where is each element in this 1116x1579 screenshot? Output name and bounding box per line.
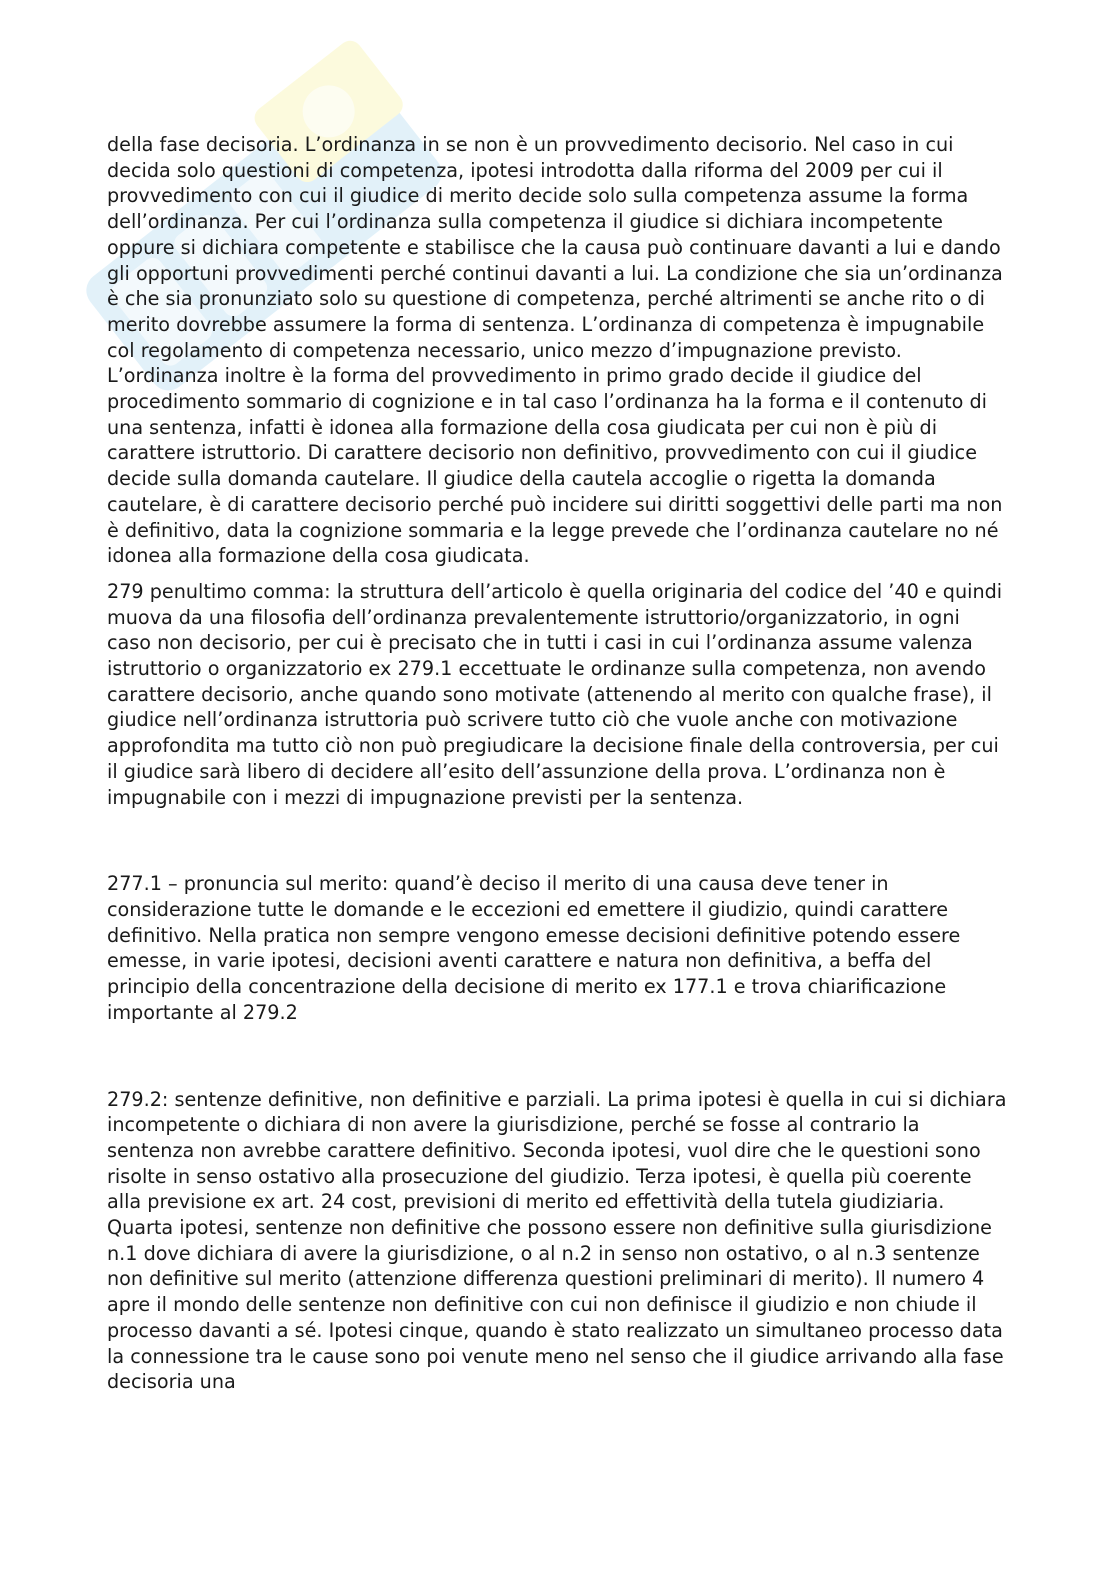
document-body <box>107 132 1007 1405</box>
paragraph-277-1: 277.1 – pronuncia sul merito: quand’è deciso il merito di una causa deve tener in considerazione tutte le domande e le eccezioni ed emettere il giudizio, quindi carattere definitivo. Nella pratica non sempre vengono emesse decisioni definitive potendo essere emesse, in varie ipotesi, decisioni aventi carattere e natura non definitiva, a beffa del principio della concentrazione della decisione di merito ex 177.1 e trova chiarificazione importante al 279.2 <box>107 872 961 1024</box>
paragraph-gap <box>107 820 1007 871</box>
paragraph-279-2: 279.2: sentenze definitive, non definitive e parziali. La prima ipotesi è quella in cui si dichiara incompetente o dichiara di non avere la giurisdizione, perché se fosse al contrario la sentenza non avrebbe carattere definitivo. Seconda ipotesi, vuol dire che le questioni sono risolte in senso ostativo alla prosecuzione del giudizio. Terza ipotesi, è quella più coerente alla previsione ex art. 24 cost, previsioni di merito ed effettività della tutela giudiziaria. Quarta ipotesi, sentenze non definitive che possono essere non definitive sulla giurisdizione n.1 dove dichiara di avere la giurisdizione, o al n.2 in senso non ostativo, o al n.3 sentenze non definitive sul merito (attenzione differenza questioni preliminari di merito). Il numero 4 apre il mondo delle sentenze non definitive con cui non definisce il giudizio e non chiude il processo davanti a sé. Ipotesi cinque, quando è stato realizzato un simultaneo processo data la connessione tra le cause sono poi venute meno nel senso che il giudice arrivando alla fase decisoria una <box>107 1087 1007 1394</box>
paragraph-279-penultimo-comma: 279 penultimo comma: la struttura dell’articolo è quella originaria del codice del ’40 e quindi muova da una filosofia dell’ordinanza prevalentemente istruttorio/organizzatorio, in ogni caso non decisorio, per cui è precisato che in tutti i casi in cui l’ordinanza assume valenza istruttorio o organizzatorio ex 279.1 eccettuate le ordinanze sulla competenza, non avendo carattere decisorio, anche quando sono motivate (attenendo al merito con qualche frase), il giudice nell’ordinanza istruttoria può scrivere tutto ciò che vuole anche con motivazione approfondita ma tutto ciò non può pregiudicare la decisione finale della controversia, per cui il giudice sarà libero di decidere all’esito dell’assunzione della prova. L’ordinanza non è impugnabile con i mezzi di impugnazione previsti per la sentenza. <box>107 579 1003 809</box>
paragraph-gap <box>107 1036 1007 1087</box>
paragraph-ordinanza: della fase decisoria. L’ordinanza in se non è un provvedimento decisorio. Nel caso in cui decida solo questioni di competenza, ipotesi introdotta dalla riforma del 2009 per cui il provvedimento con cui il giudice di merito decide solo sulla competenza assume la forma dell’ordinanza. Per cui l’ordinanza sulla competenza il giudice si dichiara incompetente oppure si dichiara competente e stabilisce che la causa può continuare davanti a lui e dando gli opportuni provvedimenti perché continui davanti a lui. La condizione che sia un’ordinanza è che sia pronunziato solo su questione di competenza, perché altrimenti se anche rito o di merito dovrebbe assumere la forma di sentenza. L’ordinanza di competenza è impugnabile col regolamento di competenza necessario, unico mezzo d’impugnazione previsto. L’ordinanza inoltre è la forma del provvedimento in primo grado decide il giudice del procedimento sommario di cognizione e in tal caso l’ordinanza ha la forma e il contenuto di una sentenza, infatti è idonea alla formazione della cosa giudicata per cui non è più di carattere istruttorio. Di carattere decisorio non definitivo, provvedimento con cui il giudice decide sulla domanda cautelare. Il giudice della cautela accoglie o rigetta la domanda cautelare, è di carattere decisorio perché può incidere sui diritti soggettivi delle parti ma non è definitivo, data la cognizione sommaria e la legge prevede che l’ordinanza cautelare no né idonea alla formazione della cosa giudicata. <box>107 133 1003 568</box>
